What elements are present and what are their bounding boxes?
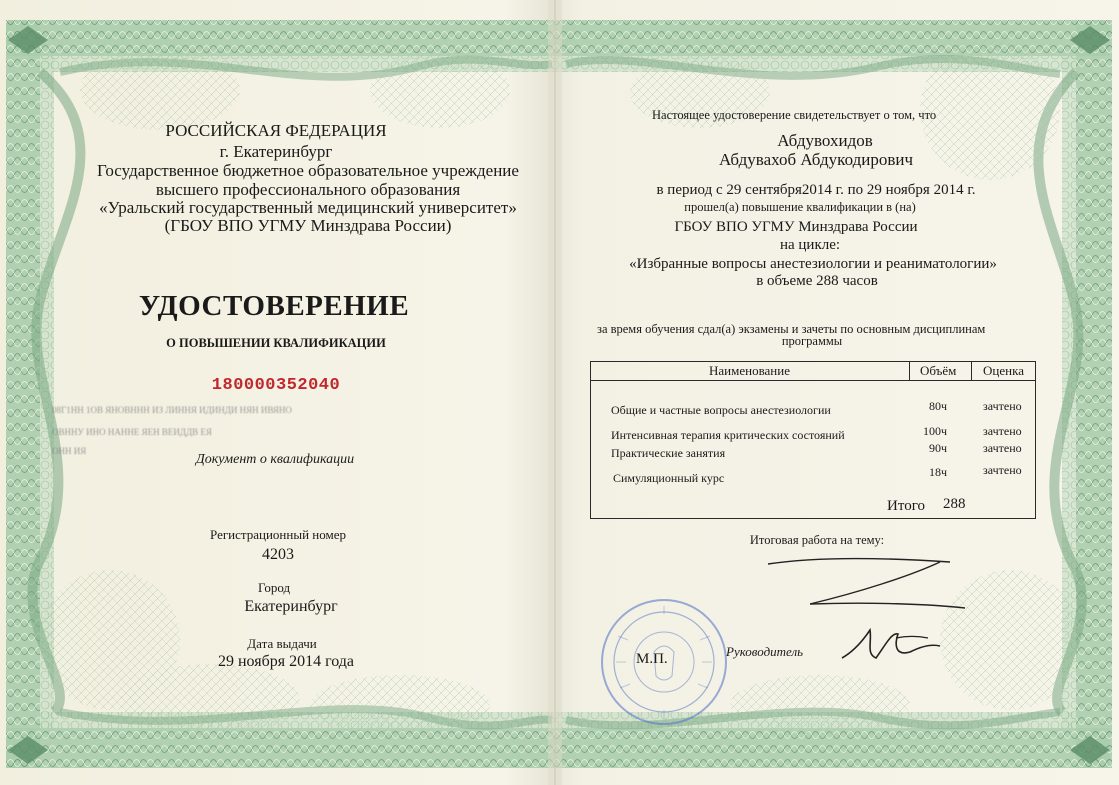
table-row-volume: 90ч [928,441,947,455]
faded-line-3: ОНН ИЯ [52,446,87,456]
table-row-grade: зачтено [983,399,1022,413]
table-row-volume: 80ч [928,399,947,413]
final-work-label: Итоговая работа на тему: [749,533,885,547]
final-work-signature [760,552,970,616]
serial-number: 180000352040 [211,376,341,395]
table-row-name: Общие и частные вопросы анестезиологии [611,403,831,417]
registration-number: 4203 [262,546,294,563]
document-subtitle: О ПОВЫШЕНИИ КВАЛИФИКАЦИИ [166,336,386,350]
table-row-grade: зачтено [983,463,1022,477]
exams-text-line-2: программы [781,334,843,348]
city-value: Екатеринбург [244,598,338,615]
table-row-name: Симуляционный курс [613,471,725,485]
issue-date-label: Дата выдачи [247,636,317,651]
table-col-divider-2 [971,362,972,380]
issuer-org-line-3: «Уральский государственный медицинский университет» [99,198,517,217]
issuer-city: г. Екатеринбург [219,142,333,161]
table-header-name: Наименование [709,363,790,378]
issuer-org-line-2: высшего профессионального образования [155,180,461,199]
table-total-label: Итого [887,498,925,514]
table-row-grade: зачтено [983,424,1022,438]
holder-name: Абдувахоб Абдукодирович [718,150,914,169]
issue-date: 29 ноября 2014 года [217,653,355,670]
table-header-volume: Объём [920,363,957,378]
issuer-org-line-4: (ГБОУ ВПО УГМУ Минздрава России) [164,216,452,235]
holder-surname: Абдувохидов [777,131,873,150]
faded-line-2: ОВННУ ИНО НАННЕ ЯЕН ВЕИДДВ ЕЯ [52,427,212,437]
study-period: в период с 29 сентября2014 г. по 29 ноября 2014 г. [656,182,976,198]
institution-name: ГБОУ ВПО УГМУ Минздрава России [674,219,918,235]
cycle-label: на цикле: [779,237,841,253]
course-volume: в объеме 288 часов [756,273,878,289]
issuer-org-line-1: Государственное бюджетное образовательное учреждение [97,161,519,180]
table-row-name: Практические занятия [611,446,726,460]
head-label: Руководитель [726,644,804,659]
registration-label: Регистрационный номер [210,527,346,542]
passed-text: прошел(а) повышение квалификации в (на) [684,200,916,214]
cycle-name: «Избранные вопросы анестезиологии и реаниматологии» [629,256,997,272]
table-row-volume: 100ч [922,424,947,438]
table-header-rule [591,380,1035,381]
table-row-name: Интенсивная терапия критических состояний [611,428,845,442]
stamp-place-label: М.П. [636,651,668,667]
document-title: УДОСТОВЕРЕНИЕ [138,290,410,322]
faded-line-1: 08Г1НН 1ОВ ЯНОВННН ИЗ ЛИННЯ ИДИНДИ НЯН ИВЯНО [52,405,292,415]
head-signature [836,624,946,666]
subjects-table [590,361,1036,519]
table-header-grade: Оценка [983,363,1024,378]
left-page [0,0,552,785]
table-row-volume: 18ч [928,465,947,479]
document-kind: Документ о квалификации [195,452,355,467]
table-col-divider-1 [909,362,910,380]
country-name: РОССИЙСКАЯ ФЕДЕРАЦИЯ [165,121,387,140]
exams-text-line-1: за время обучения сдал(а) экзамены и зачеты по основным дисциплинам [597,322,986,336]
intro-text: Настоящее удостоверение свидетельствует о том, что [652,108,937,122]
table-total-value: 288 [943,496,966,512]
city-label: Город [258,580,291,595]
table-row-grade: зачтено [983,441,1022,455]
